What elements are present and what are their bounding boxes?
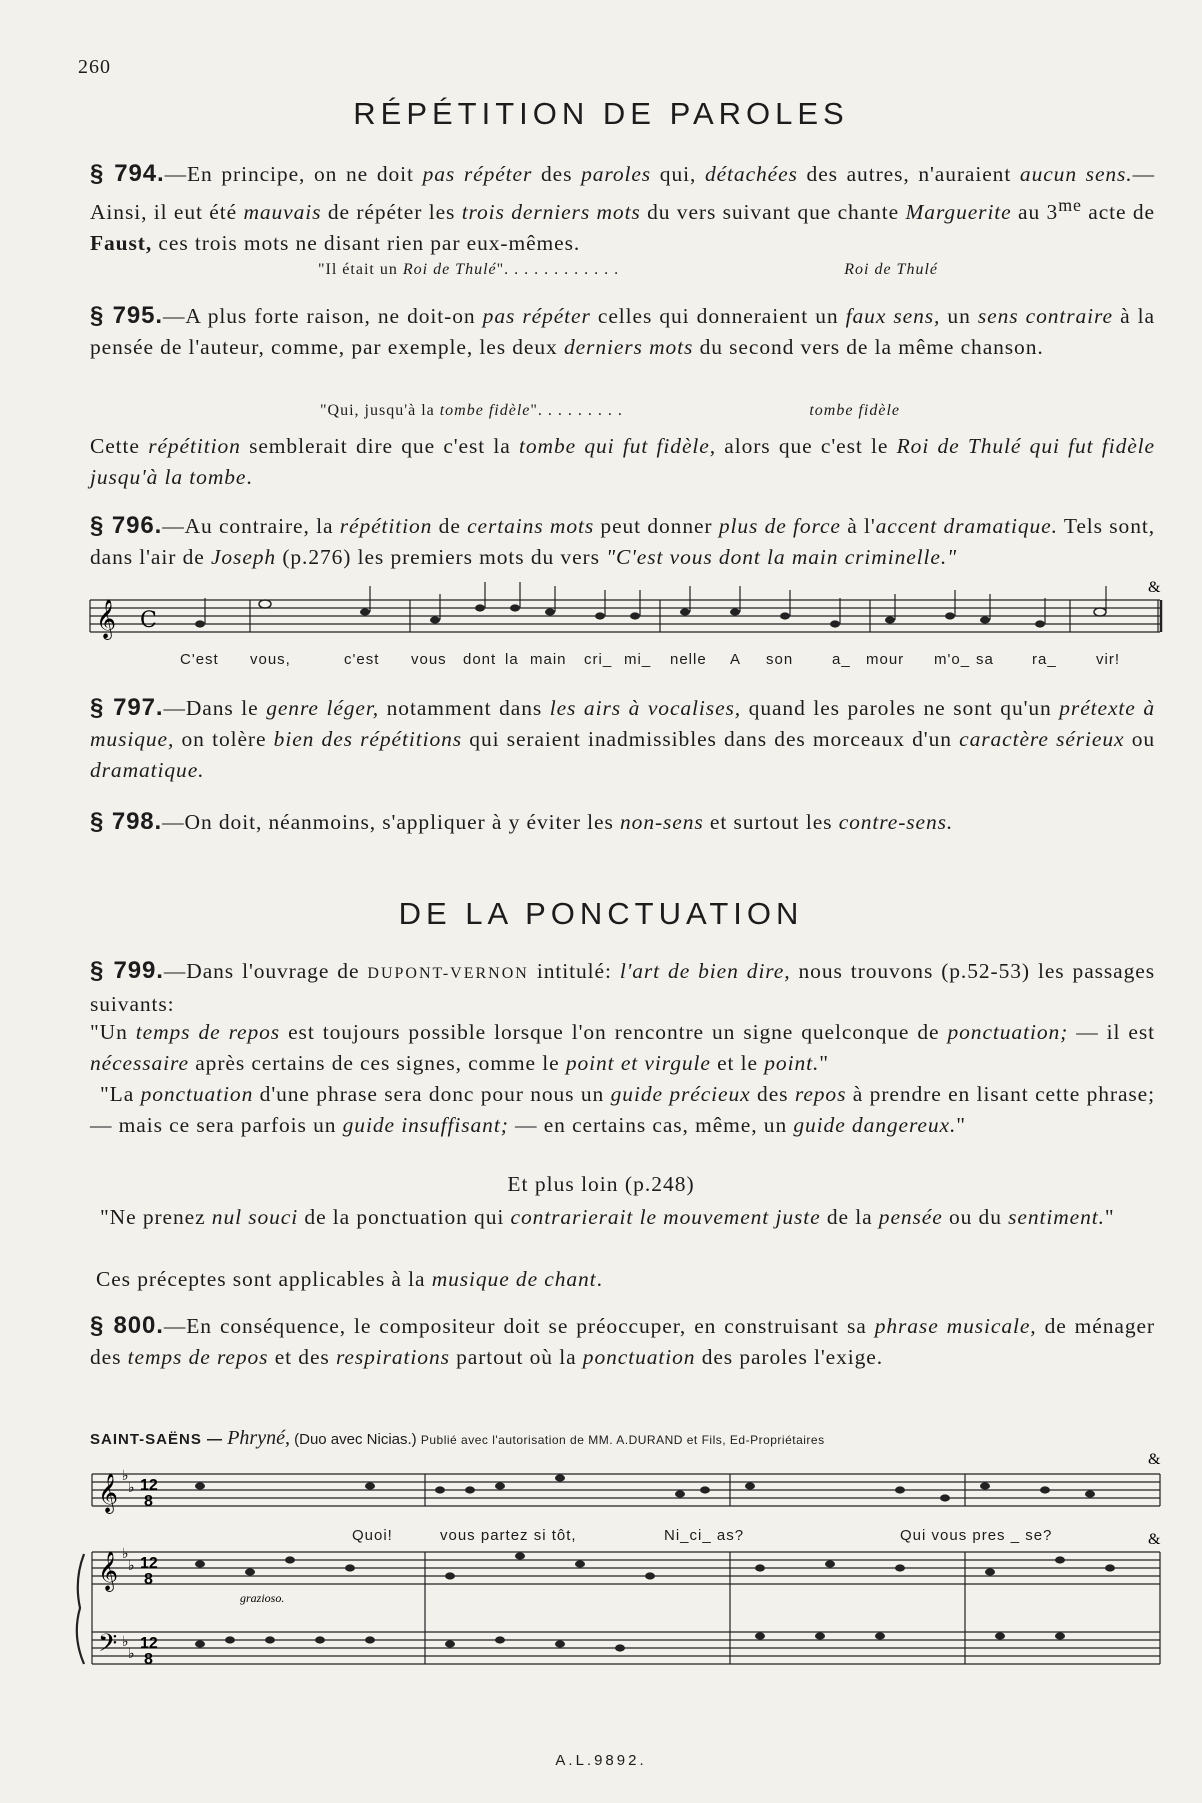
treble-clef-icon: 𝄞 (98, 1473, 119, 1513)
end-mark: & (1148, 1531, 1161, 1548)
paragraph-795-comment: Cette répétition semblerait dire que c'est la tombe qui fut fidèle, alors que c'est le Roi de Thulé qui fut fidèle jusqu'à la tombe. (90, 434, 1155, 489)
music-credit: SAINT-SAËNS — Phryné, (Duo avec Nicias.) Publié avec l'autorisation de MM. A.DURAND et Fils, Ed-Propriétaires (90, 1427, 825, 1449)
quote-2: "La ponctuation d'une phrase sera donc pour nous un guide précieux des repos à prendre en lisant cette phrase; — mais ce sera parfois un guide insuffisant; — en certains cas, même, un guide dangereux." (90, 1082, 1155, 1137)
quote-3: "Ne prenez nul souci de la ponctuation qui contrarierait le mouvement juste de la pensée ou du sentiment." (100, 1205, 1115, 1229)
paragraph-795: § 795.—A plus forte raison, ne doit-on pas répéter celles qui donneraient un faux sens, un sens contraire à la pensée de l'auteur, comme, par exemple, les deux derniers mots du second vers de la même chanson. (90, 302, 1155, 359)
quote-4: Ces préceptes sont applicables à la musique de chant. (96, 1267, 603, 1291)
example-794: "Il était un Roi de Thulé". . . . . . . . . . . . Roi de Thulé (318, 261, 938, 278)
paragraph-797: § 797.—Dans le genre léger, notamment dans les airs à vocalises, quand les paroles ne sont qu'un prétexte à musique, on tolère bien des répétitions qui seraient inadmissibles dans des morceaux d'un caractère sérieux ou dramatique. (90, 694, 1156, 782)
paragraph-798: § 798.—On doit, néanmoins, s'appliquer à y éviter les non-sens et surtout les contre-sens. (90, 808, 954, 835)
section-title-repetition: RÉPÉTITION DE PAROLES (353, 96, 849, 131)
end-mark: & (1148, 1451, 1161, 1468)
svg-text:12: 12 (140, 1477, 158, 1494)
tempo-marking: grazioso. (240, 1591, 285, 1605)
svg-text:12: 12 (140, 1555, 158, 1572)
piano-treble-staff (92, 1552, 1160, 1584)
music-score-phryne (0, 1450, 1202, 1730)
paragraph-796: § 796.—Au contraire, la répétition de certains mots peut donner plus de force à l'accent dramatique. Tels sont, dans l'air de Joseph (p.276) les premiers mots du vers "C'est vous dont la main criminelle." (90, 512, 1155, 569)
svg-text:♭: ♭ (128, 1480, 135, 1496)
treble-clef-icon: 𝄞 (98, 1551, 119, 1591)
section-title-ponctuation: DE LA PONCTUATION (398, 896, 804, 931)
svg-text:8: 8 (144, 1571, 153, 1588)
note-stems (205, 582, 1106, 624)
voice-staff (92, 1474, 1160, 1506)
page-number: 260 (78, 56, 111, 78)
plus-loin: Et plus loin (p.248) (507, 1172, 695, 1196)
svg-text:♭: ♭ (128, 1646, 135, 1662)
plate-number: A.L.9892. (555, 1752, 647, 1769)
bass-clef-icon: 𝄢 (98, 1629, 118, 1664)
treble-clef-icon: 𝄞 (96, 599, 117, 639)
end-mark: & (1148, 579, 1161, 596)
paragraph-799: § 799.—Dans l'ouvrage de DUPONT-VERNON intitulé: l'art de bien dire, nous trouvons (p.52-53) les passages suivants: (90, 957, 1155, 1016)
svg-text:8: 8 (144, 1651, 153, 1668)
paragraph-800: § 800.—En conséquence, le compositeur doit se préoccuper, en construisant sa phrase musicale, de ménager des temps de repos et des respirations partout où la ponctuation des paroles l'exige. (90, 1312, 1155, 1369)
svg-text:12: 12 (140, 1635, 158, 1652)
piano-bass-chords (195, 1632, 1065, 1651)
time-signature-c: C (140, 608, 157, 633)
svg-text:♭: ♭ (122, 1546, 129, 1562)
svg-text:♭: ♭ (122, 1634, 129, 1650)
svg-text:♭: ♭ (122, 1468, 129, 1484)
example-795: "Qui, jusqu'à la tombe fidèle". . . . . . . . . tombe fidèle (320, 402, 900, 419)
svg-text:8: 8 (144, 1493, 153, 1510)
key-signature (122, 1468, 135, 1662)
quote-1: "Un temps de repos est toujours possible lorsque l'on rencontre un signe quelconque de ponctuation; — il est nécessaire après certains de ces signes, comme le point et virgule et le point." (90, 1020, 1155, 1075)
paragraph-794: § 794.—En principe, on ne doit pas répéter des paroles qui, détachées des autres, n'auraient aucun sens.— Ainsi, il eut été mauvais de répéter les trois derniers mots du vers suivant que chante Marguerite au $3^{me}$ acte de Faust, ces trois mots ne disant rien par eux-mêmes. (90, 160, 1155, 256)
svg-text:♭: ♭ (128, 1558, 135, 1574)
brace-icon (77, 1554, 84, 1664)
